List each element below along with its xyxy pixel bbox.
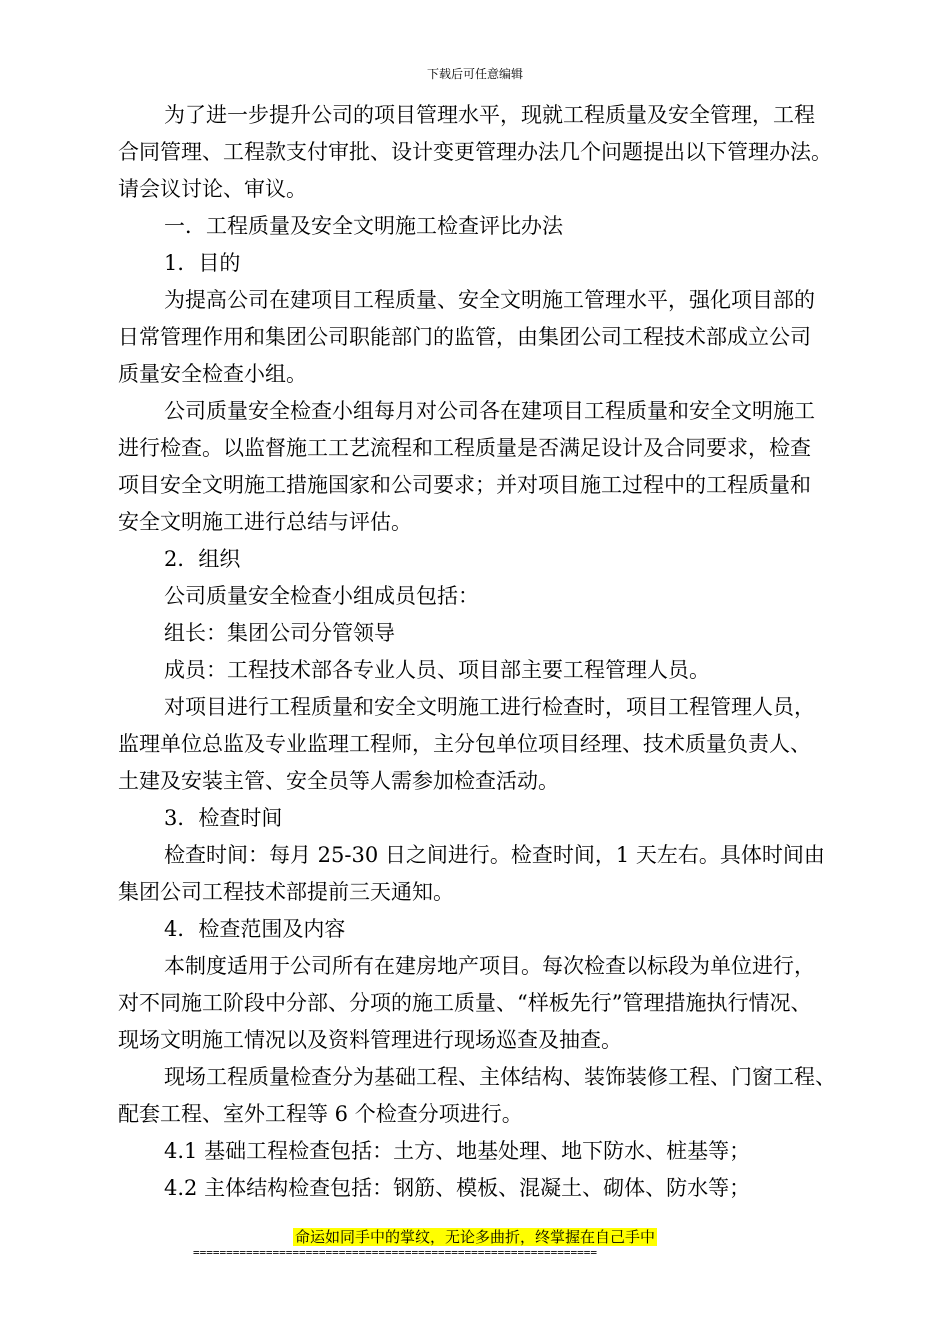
paragraph-line: 公司质量安全检查小组每月对公司各在建项目工程质量和安全文明施工 [164, 399, 815, 423]
paragraph-line: 成员：工程技术部各专业人员、项目部主要工程管理人员。 [164, 658, 710, 682]
subsection-heading: 1．目的 [164, 251, 241, 275]
paragraph-line: 安全文明施工进行总结与评估。 [118, 510, 412, 534]
paragraph-line: 公司质量安全检查小组成员包括： [164, 584, 479, 608]
paragraph-line: 组长：集团公司分管领导 [164, 621, 395, 645]
paragraph-line: 日常管理作用和集团公司职能部门的监管，由集团公司工程技术部成立公司 [118, 325, 811, 349]
footer-divider: ============================================================= [193, 1246, 597, 1259]
paragraph-line: 配套工程、室外工程等 6 个检查分项进行。 [118, 1102, 523, 1126]
paragraph-line: 现场文明施工情况以及资料管理进行现场巡查及抽查。 [118, 1028, 622, 1052]
subsection-heading: 2．组织 [164, 547, 241, 571]
paragraph-line: 检查时间：每月 25-30 日之间进行。检查时间，1 天左右。具体时间由 [164, 843, 825, 867]
footer-motto-text: 命运如同手中的掌纹，无论多曲折，终掌握在自己手中 [294, 1228, 655, 1246]
paragraph-line: 进行检查。以监督施工工艺流程和工程质量是否满足设计及合同要求，检查 [118, 436, 811, 460]
subsection-heading: 3．检查时间 [164, 806, 283, 830]
paragraph-line: 合同管理、工程款支付审批、设计变更管理办法几个问题提出以下管理办法。 [118, 140, 832, 164]
paragraph-line: 监理单位总监及专业监理工程师，主分包单位项目经理、技术质量负责人、 [118, 732, 811, 756]
paragraph-line: 为了进一步提升公司的项目管理水平，现就工程质量及安全管理，工程 [164, 103, 815, 127]
paragraph-line: 对项目进行工程质量和安全文明施工进行检查时，项目工程管理人员， [164, 695, 815, 719]
paragraph-line: 集团公司工程技术部提前三天通知。 [118, 880, 454, 904]
paragraph-line: 质量安全检查小组。 [118, 362, 307, 386]
header-note: 下载后可任意编辑 [426, 67, 523, 81]
footer-motto [0, 1227, 950, 1247]
section-heading: 一．工程质量及安全文明施工检查评比办法 [164, 214, 563, 238]
paragraph-line: 现场工程质量检查分为基础工程、主体结构、装饰装修工程、门窗工程、 [164, 1065, 836, 1089]
paragraph-line: 本制度适用于公司所有在建房地产项目。每次检查以标段为单位进行， [164, 954, 815, 978]
paragraph-line: 项目安全文明施工措施国家和公司要求；并对项目施工过程中的工程质量和 [118, 473, 811, 497]
subsection-heading: 4．检查范围及内容 [164, 917, 346, 941]
paragraph-line: 土建及安装主管、安全员等人需参加检查活动。 [118, 769, 559, 793]
document-body [118, 97, 878, 1207]
paragraph-line: 请会议讨论、审议。 [118, 177, 307, 201]
paragraph-line: 对不同施工阶段中分部、分项的施工质量、“样板先行”管理措施执行情况、 [118, 991, 812, 1015]
list-item: 4.1 基础工程检查包括：土方、地基处理、地下防水、桩基等； [164, 1139, 751, 1163]
paragraph-line: 为提高公司在建项目工程质量、安全文明施工管理水平，强化项目部的 [164, 288, 815, 312]
list-item: 4.2 主体结构检查包括：钢筋、模板、混凝土、砌体、防水等； [164, 1176, 751, 1200]
